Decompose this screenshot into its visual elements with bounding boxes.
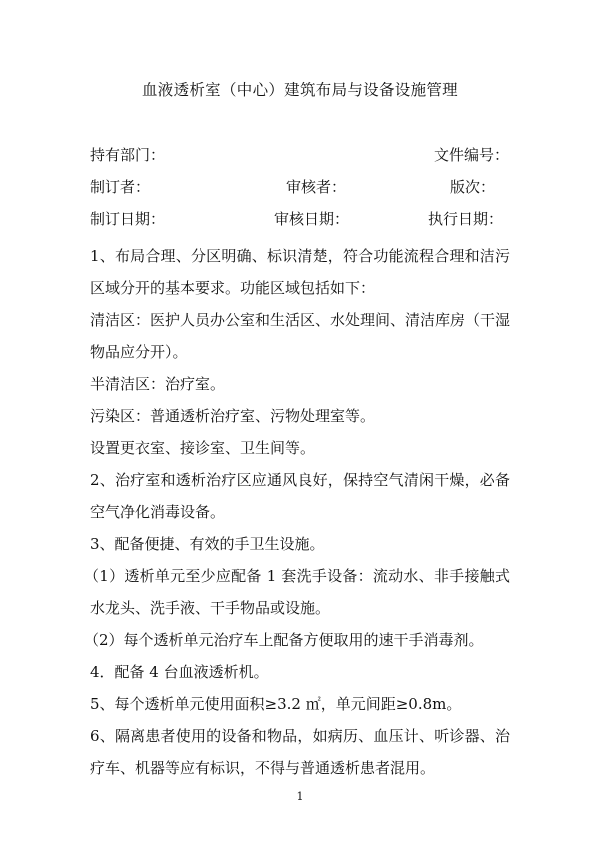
paragraph-hand-hygiene-2: （2）每个透析单元治疗车上配备方便取用的速干手消毒剂。 (84, 631, 484, 649)
reviewer-label: 审核者： (286, 178, 347, 196)
review-date-label: 审核日期： (274, 210, 350, 228)
paragraph-hand-hygiene: 3、配备便捷、有效的手卫生设施。 (90, 535, 325, 553)
exec-date-label: 执行日期： (428, 210, 504, 228)
paragraph-machines: 4．配备 4 台血液透析机。 (90, 663, 269, 681)
file-no-label: 文件编号： (434, 146, 510, 164)
document-title: 血液透析室（中心）建筑布局与设备设施管理 (141, 81, 458, 99)
made-date-label: 制订日期： (90, 210, 166, 228)
paragraph-semi-clean-zone: 半清洁区：治疗室。 (90, 375, 226, 393)
version-label: 版次： (450, 178, 496, 196)
dept-label: 持有部门： (90, 146, 166, 164)
paragraph-clean-zone: 清洁区：医护人员办公室和生活区、水处理间、清洁库房（干湿物品应分开）。 (90, 311, 511, 361)
document-body (84, 240, 511, 784)
paragraph-rooms: 设置更衣室、接诊室、卫生间等。 (90, 439, 316, 457)
author-label: 制订者： (90, 178, 151, 196)
paragraph-ventilation: 2、治疗室和透析治疗区应通风良好，保持空气清闲干燥，必备空气净化消毒设备。 (90, 471, 510, 521)
meta-row-dates (90, 208, 510, 230)
meta-row-author (90, 176, 510, 198)
paragraph-unit-area: 5、每个透析单元使用面积≥3.2 ㎡，单元间距≥0.8m。 (90, 695, 462, 713)
meta-row-dept (90, 144, 510, 166)
paragraph-contaminated-zone: 污染区：普通透析治疗室、污物处理室等。 (90, 407, 376, 425)
page-number: 1 (296, 790, 304, 803)
paragraph-hand-hygiene-1: （1）透析单元至少应配备 1 套洗手设备：流动水、非手接触式水龙头、洗手液、干手物品或设施。 (84, 567, 510, 617)
paragraph-layout: 1、布局合理、分区明确、标识清楚，符合功能流程合理和洁污区域分开的基本要求。功能区域包括如下： (90, 247, 510, 297)
paragraph-isolation: 6、隔离患者使用的设备和物品，如病历、血压计、听诊器、治疗车、机器等应有标识，不得与普通透析患者混用。 (90, 727, 510, 777)
